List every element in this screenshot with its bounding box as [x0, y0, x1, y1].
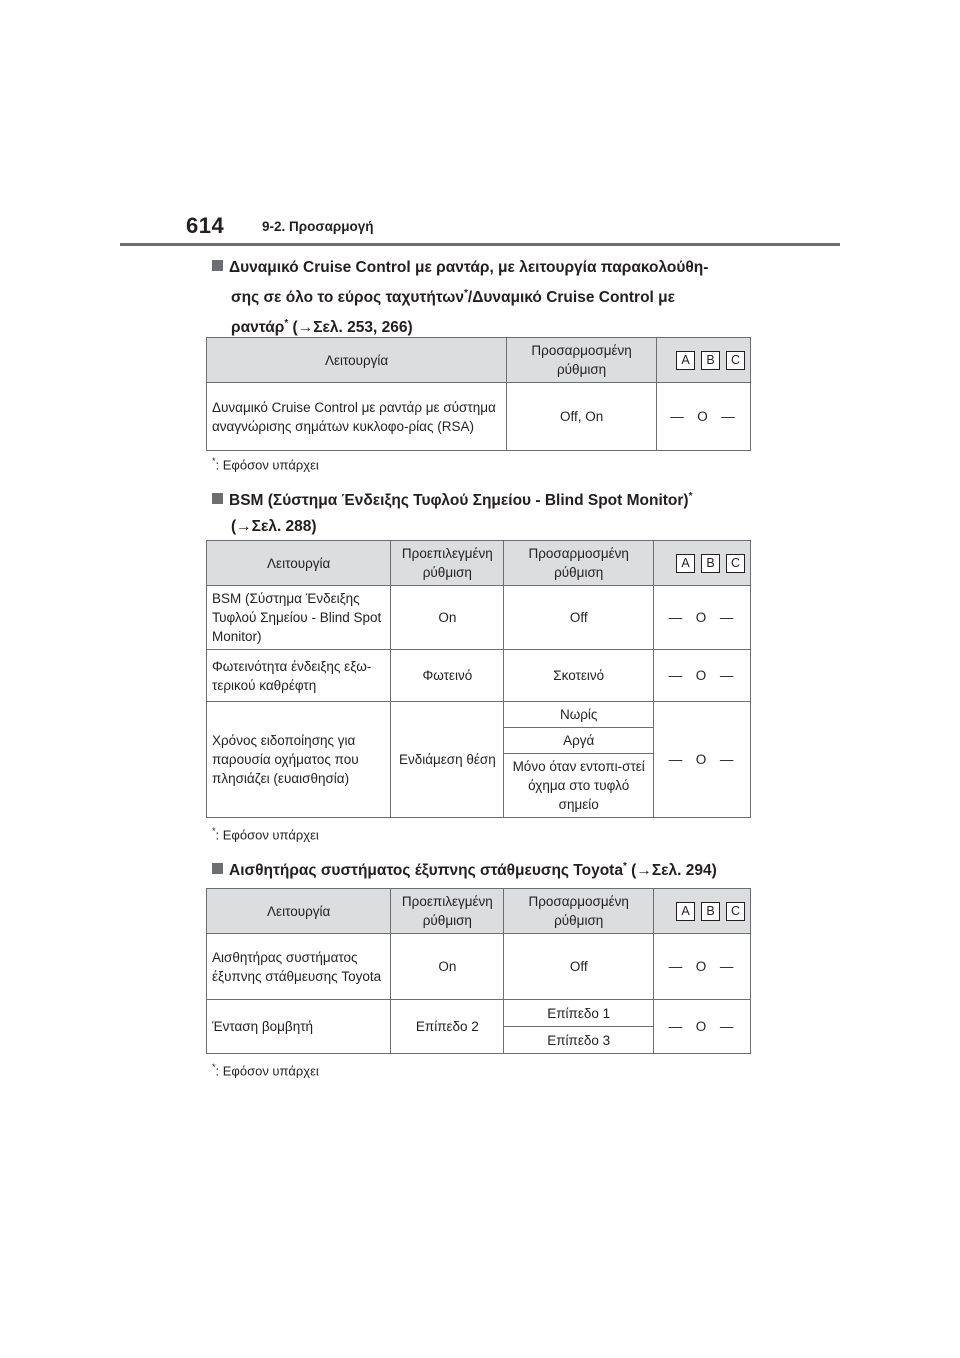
- col-header-letters: [654, 889, 751, 934]
- section3-heading: Αισθητήρας συστήματος έξυπνης στάθμευσης Toyota* (→Σελ. 294): [212, 854, 772, 884]
- section1-heading: Δυναμικό Cruise Control με ραντάρ, με λειτουργία παρακολούθη- σης σε όλο το εύρος ταχυτήτων*/Δυναμικό Cruise Control με ραντάρ* (→Σελ. 253, 266): [212, 255, 772, 341]
- section-title: 9-2. Προσαρμογή: [262, 219, 374, 234]
- table-row: BSM (Σύστημα Ένδειξης Τυφλού Σημείου - Blind Spot Monitor) On Off — O —: [207, 586, 751, 650]
- table-cell-custom: Off, On: [507, 383, 657, 451]
- bullet-square-icon: [212, 863, 223, 874]
- table-row: Ένταση βομβητή Επίπεδο 2 Επίπεδο 1 — O —: [207, 1000, 751, 1027]
- col-header-function: Λειτουργία: [207, 889, 391, 934]
- col-header-default: Προεπιλεγμένη ρύθμιση: [391, 541, 504, 586]
- col-header-letters: [657, 338, 751, 383]
- page-number: 614: [186, 213, 225, 238]
- col-header-letters: [654, 541, 751, 586]
- col-header-custom: Προσαρμοσμένη ρύθμιση: [504, 889, 654, 934]
- letter-a: A: [676, 351, 695, 370]
- table-row: Χρόνος ειδοποίησης για παρουσία οχήματος που πλησιάζει (ευαισθησία) Ενδιάμεση θέση Νωρίς — O —: [207, 702, 751, 728]
- section3-table: Λειτουργία Προεπιλεγμένη ρύθμιση Προσαρμοσμένη ρύθμιση A B C Αισθητήρας συστήματος έξυπνης στάθμευσης Toyota On Off — O — Ένταση βομβητή Επίπεδο 2 Επίπεδο 1 — O — Επίπεδο 3: [206, 888, 751, 1054]
- table-cell-abc: — O —: [657, 383, 751, 451]
- table-cell-function: Δυναμικό Cruise Control με ραντάρ με σύστημα αναγνώρισης σημάτων κυκλοφο-ρίας (RSA): [207, 383, 507, 451]
- section2-heading: BSM (Σύστημα Ένδειξης Τυφλού Σημείου - Blind Spot Monitor)* (→Σελ. 288): [212, 484, 772, 540]
- section1-table: [206, 337, 751, 451]
- col-header-custom: Προσαρμοσμένη ρύθμιση: [507, 338, 657, 383]
- letter-c: C: [726, 351, 745, 370]
- bullet-square-icon: [212, 493, 223, 504]
- col-header-default: Προεπιλεγμένη ρύθμιση: [391, 889, 504, 934]
- table-row: Αισθητήρας συστήματος έξυπνης στάθμευσης Toyota On Off — O —: [207, 934, 751, 1000]
- col-header-function: Λειτουργία: [207, 338, 507, 383]
- letter-b: B: [701, 902, 720, 921]
- section2-table: Λειτουργία Προεπιλεγμένη ρύθμιση Προσαρμοσμένη ρύθμιση A B C BSM (Σύστημα Ένδειξης Τυφλού Σημείου - Blind Spot Monitor) On Off — O — Φωτεινότητα ένδειξης εξω-τερικού καθρέφτη Φωτεινό Σκοτεινό — O — Χρόνος ειδοποίησης για παρουσία οχήματος που πλησιάζει (ευαισθησία) Ενδιάμεση θέση Νωρίς — O — Αργά Μόνο όταν εντοπι-στεί όχημα στο τυφλό σημείο: [206, 540, 751, 818]
- header-rule: [120, 243, 840, 246]
- letter-c: C: [726, 902, 745, 921]
- section3-footnote: *: Εφόσον υπάρχει: [212, 1062, 319, 1079]
- bullet-square-icon: [212, 260, 223, 271]
- letter-b: B: [701, 351, 720, 370]
- letter-a: A: [676, 902, 695, 921]
- section1-footnote: *: Εφόσον υπάρχει: [212, 456, 319, 473]
- col-header-custom: Προσαρμοσμένη ρύθμιση: [504, 541, 654, 586]
- letter-b: B: [701, 554, 720, 573]
- col-header-function: Λειτουργία: [207, 541, 391, 586]
- table-row: Φωτεινότητα ένδειξης εξω-τερικού καθρέφτη Φωτεινό Σκοτεινό — O —: [207, 650, 751, 702]
- letter-c: C: [726, 554, 745, 573]
- section2-footnote: *: Εφόσον υπάρχει: [212, 826, 319, 843]
- letter-a: A: [676, 554, 695, 573]
